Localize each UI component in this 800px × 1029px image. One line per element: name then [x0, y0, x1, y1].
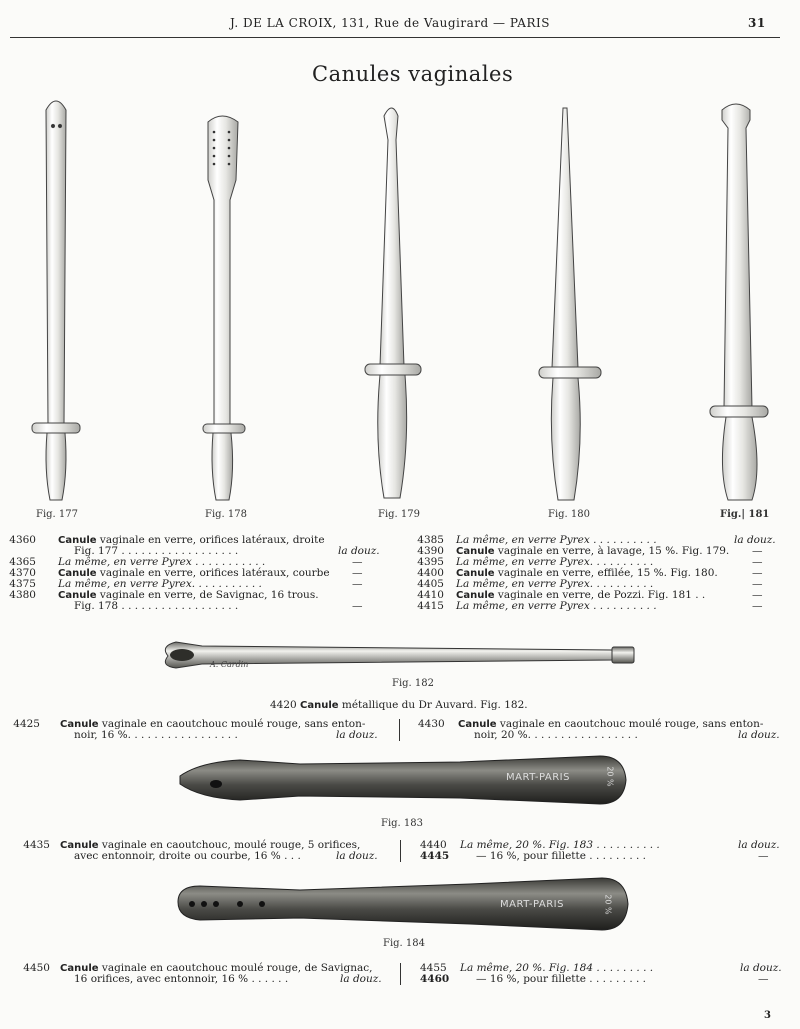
fig-183-rubber-cannula [0, 750, 800, 820]
fig-179-caption: Fig. 179 [378, 509, 420, 520]
fig-181-cannula [710, 104, 768, 500]
page-number: 31 [748, 16, 766, 30]
page-title: Canules vaginales [312, 62, 514, 86]
fig-184-size-mark: 20 % [603, 894, 613, 915]
fig-183-stamp: MART-PARIS [506, 772, 570, 783]
catalog-page: J. DE LA CROIX, 131, Rue de Vaugirard — PARIS 31 Canules vaginales Fig. 177 Fig. 178 Fig. 179 Fig. 180 Fig.| 181 4360 Canule vaginale en verre, orifices latéraux, droite Fig. 177 . . . . . . . . . . . . . . . . . . la douz. 4365 La même, en verre Pyrex . . . . . . . . . . . — 4370 Canule vaginale en verre, orifices latéraux, courbe — 4375 La même, en verre Pyrex. . . . . . . . . . . — 4380 Canule vaginale en verre, de Savignac, 16 trous. Fig. 178 . . . . . . . . . . . . . . . . . . — 4385 La même, en verre Pyrex . . . . . . . . . . la douz. 4390 Canule vaginale en verre, à lavage, 15 %. Fig. 179. — 4395 La même, en verre Pyrex. . . . . . . . . . — 4400 Canule vaginale en verre, effilée, 15 %. Fig. 180. — 4405 La même, en verre Pyrex. . . . . . . . . . — 4410 Canule vaginale en verre, de Pozzi. Fig. 181 . . — 4415 La même, en verre Pyrex . . . . . . . . . . — A. Cardin Fig. 182 4420 Canule métallique du Dr Auvard. Fig. 182. 4425 Canule vaginale en caoutchouc moulé rouge, sans enton- noir, 16 %. . . . . . . . . . . . . . . . . la douz. 4430 Canule vaginale en caoutchouc moulé rouge, sans enton- noir, 20 %. . . . . . . . . . . . . . . . . la douz. MART-PARIS 20 % Fig. 183 4435 Canule vaginale en caoutchouc, moulé rouge, 5 orifices, avec entonnoir, droite ou courbe, 16 % . . . la douz. 4440 La même, 20 %. Fig. 183 . . . . . . . . . . la douz. 4445 — 16 %, pour fillette . . . . . . . . . — MART-PARIS 20 % Fig. 184 4450 Canule vaginale en caoutchouc moulé rouge, de Savignac, 16 orifices, avec entonnoir, 16 % . . . . . . la douz. 4455 La même, 20 %. Fig. 184 . . . . . . . . . la douz. 4460 — 16 %, pour fillette . . . . . . . . . — 3 [0, 0, 800, 1029]
fig-181-caption: Fig.| 181 [720, 509, 770, 520]
fig-180-cannula [539, 108, 601, 500]
fig-183-caption: Fig. 183 [381, 818, 423, 829]
fig-178-cannula [203, 116, 245, 500]
fig-179-cannula [365, 108, 421, 498]
page-header: J. DE LA CROIX, 131, Rue de Vaugirard — PARIS [230, 16, 550, 30]
column-divider [400, 963, 401, 985]
fig-182-signature: A. Cardin [210, 660, 249, 669]
fig-184-caption: Fig. 184 [383, 938, 425, 949]
column-divider [400, 840, 401, 862]
fig-182-caption: Fig. 182 [392, 678, 434, 689]
fig-184-stamp: MART-PARIS [500, 899, 564, 910]
fig-177-cannula [32, 101, 80, 500]
column-divider [399, 719, 400, 741]
signature-mark: 3 [764, 1010, 771, 1021]
fig-184-rubber-cannula [0, 872, 800, 942]
fig-180-caption: Fig. 180 [548, 509, 590, 520]
fig-183-size-mark: 20 % [605, 766, 615, 787]
fig-178-caption: Fig. 178 [205, 509, 247, 520]
fig-177-caption: Fig. 177 [36, 509, 78, 520]
